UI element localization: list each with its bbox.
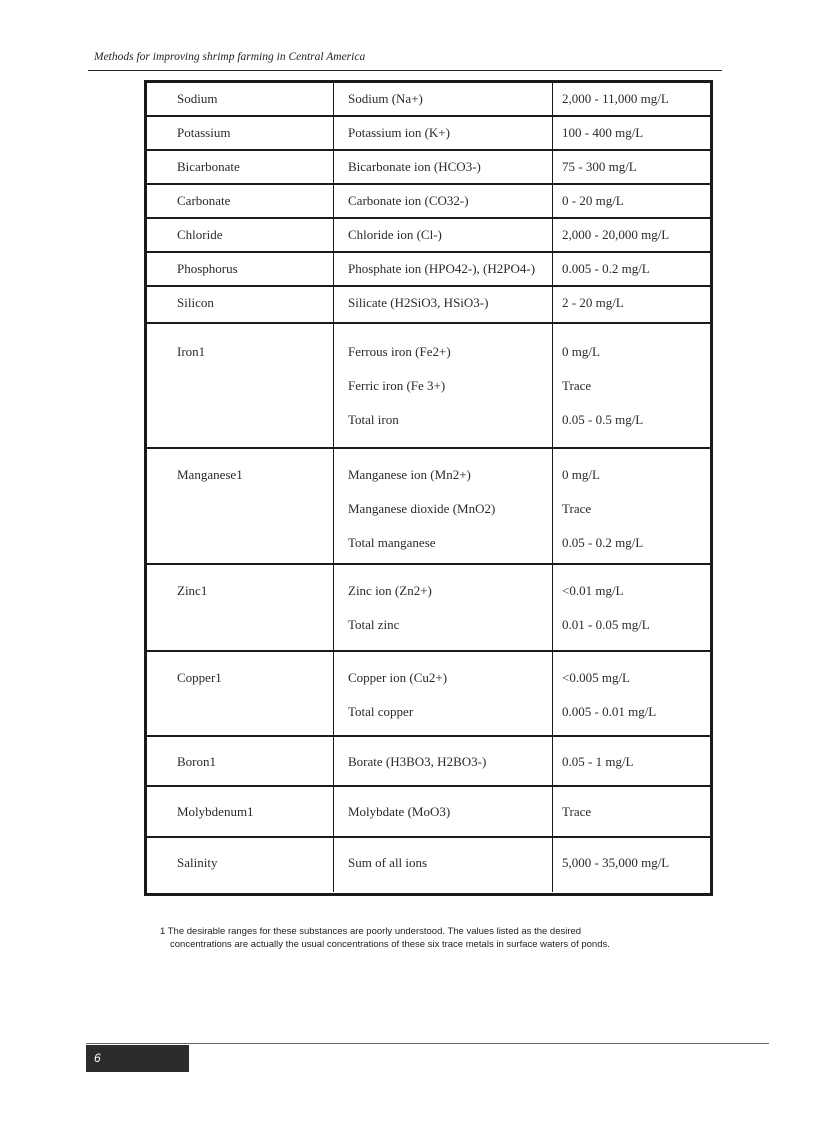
substance-name: Potassium bbox=[177, 125, 231, 140]
column-divider bbox=[552, 449, 553, 563]
concentration-range: 75 - 300 mg/L bbox=[562, 159, 637, 174]
chemical-form: Ferrous iron (Fe2+) bbox=[348, 344, 451, 359]
substance-name: Carbonate bbox=[177, 193, 231, 208]
concentration-range: Trace bbox=[562, 804, 592, 819]
concentration-range: <0.005 mg/L bbox=[562, 670, 630, 685]
column-divider bbox=[333, 652, 334, 735]
column-divider bbox=[333, 737, 334, 785]
column-divider bbox=[333, 287, 334, 322]
chemical-form: Carbonate ion (CO32-) bbox=[348, 193, 469, 208]
table-row bbox=[147, 151, 710, 185]
chemical-form: Manganese dioxide (MnO2) bbox=[348, 501, 496, 516]
column-divider bbox=[552, 565, 553, 650]
column-divider bbox=[333, 219, 334, 251]
column-divider bbox=[333, 151, 334, 183]
chemical-form: Copper ion (Cu2+) bbox=[348, 670, 448, 685]
column-divider bbox=[552, 117, 553, 149]
table-row bbox=[147, 219, 710, 253]
footnote-line-2: concentrations are actually the usual concentrations of these six trace metals in surface waters of ponds. bbox=[170, 939, 610, 950]
concentration-range: Trace bbox=[562, 378, 592, 393]
substance-name: Copper1 bbox=[177, 670, 222, 685]
column-divider bbox=[552, 253, 553, 285]
table-row bbox=[147, 117, 710, 151]
substance-name: Iron1 bbox=[177, 344, 206, 359]
substance-name: Manganese1 bbox=[177, 467, 243, 482]
header-rule bbox=[88, 70, 722, 71]
table-row bbox=[147, 652, 710, 737]
column-divider bbox=[552, 324, 553, 447]
column-divider bbox=[333, 565, 334, 650]
concentration-range: 0.01 - 0.05 mg/L bbox=[562, 617, 650, 632]
concentration-range: 2,000 - 20,000 mg/L bbox=[562, 227, 670, 242]
footnote bbox=[160, 925, 720, 951]
concentration-range: 0 - 20 mg/L bbox=[562, 193, 624, 208]
table-row bbox=[147, 324, 710, 449]
concentration-range: 0.005 - 0.2 mg/L bbox=[562, 261, 650, 276]
chemical-form: Sum of all ions bbox=[348, 855, 428, 870]
chemical-form: Phosphate ion (HPO42-), (H2PO4-) bbox=[348, 261, 536, 276]
chemical-form: Borate (H3BO3, H2BO3-) bbox=[348, 754, 487, 769]
column-divider bbox=[333, 787, 334, 836]
running-header: Methods for improving shrimp farming in Central America bbox=[94, 51, 366, 63]
column-divider bbox=[552, 151, 553, 183]
chemical-form: Chloride ion (Cl-) bbox=[348, 227, 442, 242]
column-divider bbox=[333, 324, 334, 447]
chemical-form: Silicate (H2SiO3, HSiO3-) bbox=[348, 295, 489, 310]
substance-name: Phosphorus bbox=[177, 261, 238, 276]
chemical-form: Sodium (Na+) bbox=[348, 91, 423, 106]
concentration-range: 0.05 - 0.5 mg/L bbox=[562, 412, 644, 427]
column-divider bbox=[552, 787, 553, 836]
table-row bbox=[147, 253, 710, 287]
column-divider bbox=[552, 83, 553, 115]
concentration-range: 2 - 20 mg/L bbox=[562, 295, 624, 310]
column-divider bbox=[552, 287, 553, 322]
substance-name: Molybdenum1 bbox=[177, 804, 254, 819]
chemical-form: Zinc ion (Zn2+) bbox=[348, 583, 432, 598]
column-divider bbox=[333, 83, 334, 115]
table-row bbox=[147, 185, 710, 219]
column-divider bbox=[552, 652, 553, 735]
concentration-range: 0.05 - 0.2 mg/L bbox=[562, 535, 644, 550]
table-row bbox=[147, 787, 710, 838]
concentration-range: Trace bbox=[562, 501, 592, 516]
column-divider bbox=[333, 449, 334, 563]
footnote-line-1: 1 The desirable ranges for these substances are poorly understood. The values listed as the desired bbox=[160, 926, 582, 937]
table-row bbox=[147, 449, 710, 565]
column-divider bbox=[333, 838, 334, 892]
concentration-range: 0 mg/L bbox=[562, 344, 600, 359]
concentration-range: <0.01 mg/L bbox=[562, 583, 624, 598]
table-row bbox=[147, 565, 710, 652]
concentration-range: 5,000 - 35,000 mg/L bbox=[562, 855, 670, 870]
column-divider bbox=[552, 737, 553, 785]
chemical-form: Ferric iron (Fe 3+) bbox=[348, 378, 446, 393]
substance-name: Boron1 bbox=[177, 754, 216, 769]
substance-name: Silicon bbox=[177, 295, 214, 310]
water-quality-table bbox=[144, 80, 713, 896]
table-row bbox=[147, 737, 710, 787]
chemical-form: Total iron bbox=[348, 412, 399, 427]
footer-rule bbox=[86, 1043, 769, 1044]
concentration-range: 100 - 400 mg/L bbox=[562, 125, 644, 140]
column-divider bbox=[552, 185, 553, 217]
table-row bbox=[147, 838, 710, 892]
page-number-box bbox=[86, 1045, 189, 1072]
column-divider bbox=[552, 219, 553, 251]
page-number: 6 bbox=[94, 1051, 101, 1065]
concentration-range: 0.05 - 1 mg/L bbox=[562, 754, 634, 769]
chemical-form: Potassium ion (K+) bbox=[348, 125, 450, 140]
concentration-range: 2,000 - 11,000 mg/L bbox=[562, 91, 669, 106]
table-row bbox=[147, 287, 710, 324]
substance-name: Zinc1 bbox=[177, 583, 208, 598]
chemical-form: Molybdate (MoO3) bbox=[348, 804, 451, 819]
chemical-form: Manganese ion (Mn2+) bbox=[348, 467, 471, 482]
substance-name: Bicarbonate bbox=[177, 159, 240, 174]
concentration-range: 0 mg/L bbox=[562, 467, 600, 482]
table-row bbox=[147, 83, 710, 117]
concentration-range: 0.005 - 0.01 mg/L bbox=[562, 704, 657, 719]
chemical-form: Total manganese bbox=[348, 535, 436, 550]
column-divider bbox=[333, 185, 334, 217]
substance-name: Chloride bbox=[177, 227, 223, 242]
column-divider bbox=[333, 117, 334, 149]
chemical-form: Total zinc bbox=[348, 617, 400, 632]
substance-name: Sodium bbox=[177, 91, 218, 106]
substance-name: Salinity bbox=[177, 855, 218, 870]
column-divider bbox=[552, 838, 553, 892]
column-divider bbox=[333, 253, 334, 285]
chemical-form: Total copper bbox=[348, 704, 414, 719]
chemical-form: Bicarbonate ion (HCO3-) bbox=[348, 159, 481, 174]
